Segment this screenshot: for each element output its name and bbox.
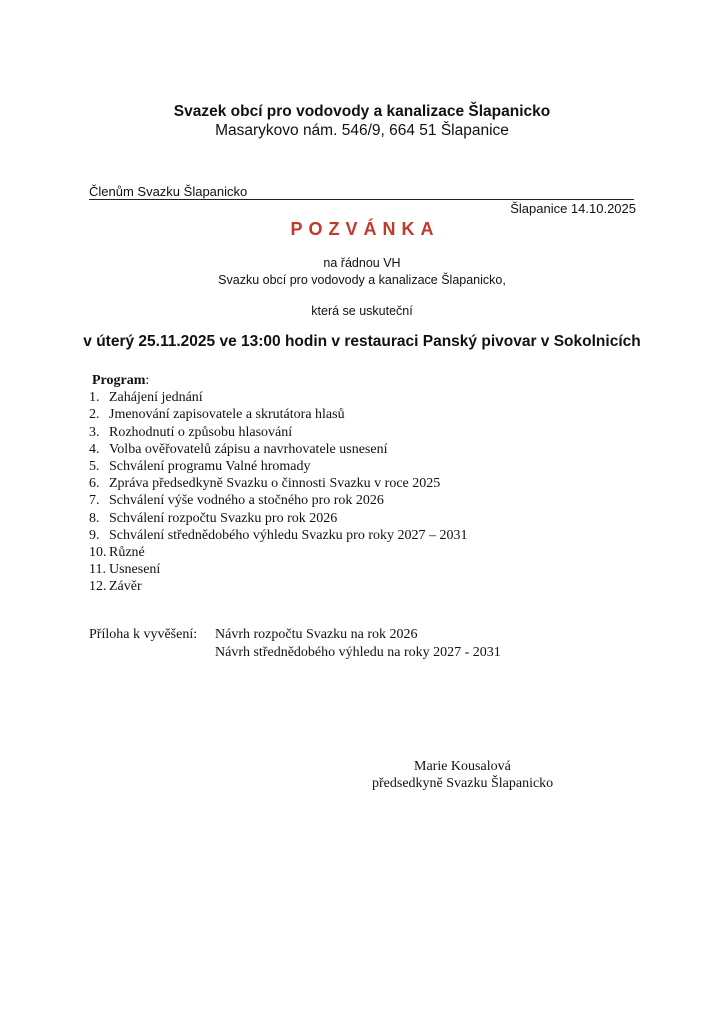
attachment-label: Příloha k vyvěšení: [89,627,198,642]
list-item [89,406,629,423]
list-item-text: Schválení výše vodného a stočného pro rok 2026 [109,493,384,509]
program-heading [89,372,629,389]
list-item-number: 11. [89,562,106,578]
list-item-text: Rozhodnutí o způsobu hlasování [109,424,293,440]
list-item-text: Volba ověřovatelů zápisu a navrhovatele usnesení [109,441,388,457]
organization-name: Svazek obcí pro vodovody a kanalizace Šlapanicko [173,103,551,120]
list-item-text: Schválení programu Valné hromady [109,459,311,475]
program-label-colon: : [145,373,150,388]
list-item-number: 10. [89,545,107,561]
list-item [89,492,629,509]
list-item-text: Zahájení jednání [109,390,203,406]
recipient-line: Členům Svazku Šlapanicko [89,184,248,199]
list-item [89,475,629,492]
list-item-number: 12. [89,579,107,595]
list-item [89,561,629,578]
program-list [89,389,629,595]
list-item-text: Usnesení [109,562,161,578]
list-item-number: 3. [89,424,100,440]
list-item [89,389,629,406]
list-item [89,441,629,458]
list-item-text: Zpráva předsedkyně Svazku o činnosti Svazku v roce 2025 [109,476,441,492]
signatory-name: Marie Kousalová [414,759,511,774]
list-item-text: Různé [109,545,145,561]
event-date-place: v úterý 25.11.2025 ve 13:00 hodin v restauraci Panský pivovar v Sokolnicích [83,333,641,350]
list-item [89,458,629,475]
list-item-number: 4. [89,441,100,457]
list-item-text: Schválení střednědobého výhledu Svazku pro roky 2027 – 2031 [109,527,468,543]
program-section [89,372,629,596]
list-item-text: Závěr [109,579,142,595]
list-item-text: Schválení rozpočtu Svazku pro rok 2026 [109,510,338,526]
list-item [89,527,629,544]
list-item [89,578,629,595]
list-item-number: 1. [89,390,100,406]
list-item-text: Jmenování zapisovatele a skrutátora hlasů [109,407,345,423]
list-item-number: 6. [89,476,100,492]
list-item-number: 7. [89,493,100,509]
list-item [89,510,629,527]
divider-line [89,199,634,200]
subtitle-line-2: Svazku obcí pro vodovody a kanalizace Šlapanicko, [218,273,506,287]
list-item [89,424,629,441]
list-item-number: 9. [89,527,100,543]
subtitle-line-1: na řádnou VH [323,256,401,270]
signatory-role: předsedkyně Svazku Šlapanicko [372,776,554,791]
invitation-title: POZVÁNKA [290,219,440,239]
program-label: Program [92,373,146,388]
document-date: Šlapanice 14.10.2025 [510,201,636,216]
signature-block [372,758,553,792]
list-item-number: 8. [89,510,100,526]
list-item [89,544,629,561]
organization-address: Masarykovo nám. 546/9, 664 51 Šlapanice [215,122,509,139]
attachment-list [215,626,501,662]
list-item-number: 2. [89,407,100,423]
list-item-number: 5. [89,459,100,475]
subtitle-line-3: která se uskuteční [311,304,413,318]
attachment-item: Návrh střednědobého výhledu na roky 2027 - 2031 [215,645,501,660]
attachment-item: Návrh rozpočtu Svazku na rok 2026 [215,627,418,642]
